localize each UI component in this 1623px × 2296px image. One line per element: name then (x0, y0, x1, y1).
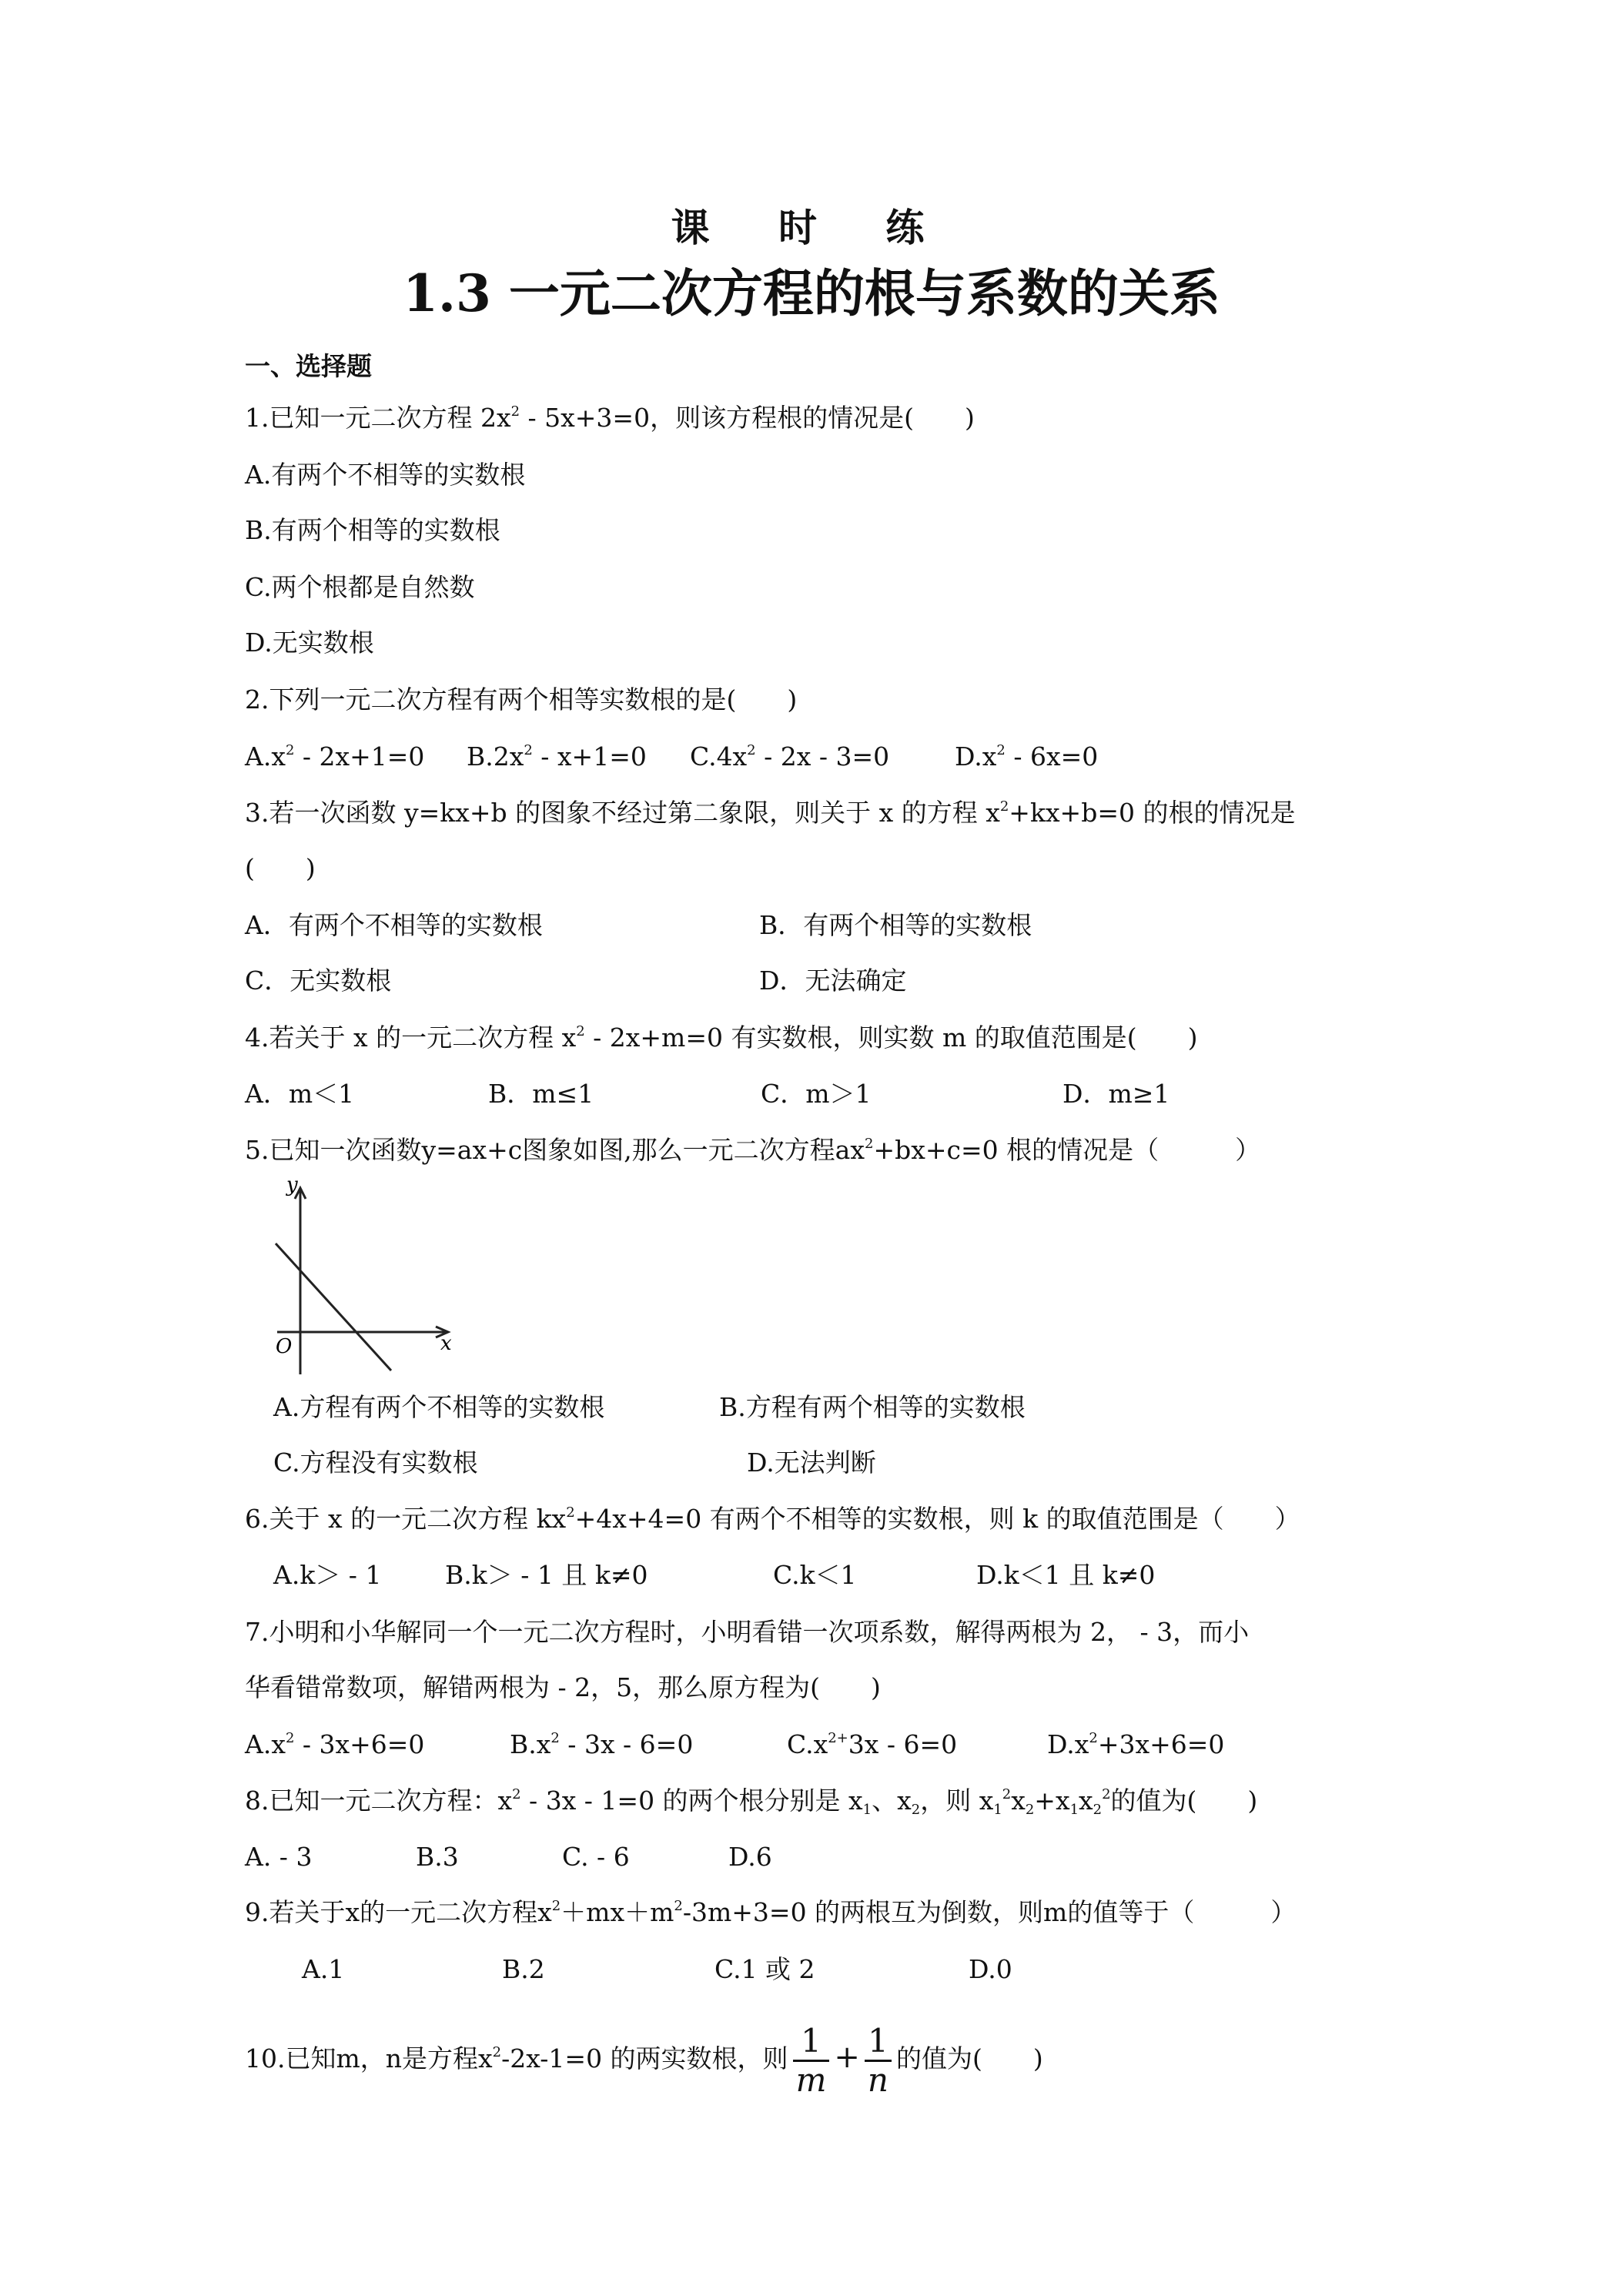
question-2-option-d: $D.x^2 - 6x=0$ (955, 741, 1099, 771)
question-7-stem: 7.小明和小华解同一个一元二次方程时，小明看错一次项系数，解得两根为 2， - 3，而小 (245, 1617, 1250, 1647)
question-5-option-b: B.方程有两个相等的实数根 (719, 1392, 1026, 1422)
question-1-stem: 1.已知一元二次方程 $2x^2 - 5x+3=0$，则该方程根的情况是( ) (245, 403, 975, 433)
linear-function-graph (269, 1174, 462, 1382)
question-3-stem: 3.若一次函数 y=kx+b 的图象不经过第二象限，则关于 x 的方程 $x^2+kx+b=0$ 的根的情况是 (245, 798, 1296, 828)
question-4-option-c: C．m＞1 (761, 1079, 872, 1109)
fraction-1-over-n: $\frac{1}{n}$ (865, 2023, 892, 2099)
question-3-option-d: D．无法确定 (759, 966, 907, 996)
question-9-option-d: D.0 (969, 1954, 1012, 1984)
fraction-1-over-m: $\frac{1}{m}$ (793, 2023, 830, 2099)
question-8-stem: 8.已知一元二次方程：$x^2 - 3x - 1=0$ 的两个根分别是 $x_1$、$x_2$，则 $x_1^2x_2+x_1x_2^2$的值为( ) (245, 1786, 1258, 1818)
question-1-option-b: B.有两个相等的实数根 (245, 515, 500, 545)
question-3-option-c: C．无实数根 (245, 966, 392, 996)
question-1-option-c: C.两个根都是自然数 (245, 572, 475, 602)
question-5-option-c: C.方程没有实数根 (273, 1448, 478, 1478)
question-6-option-b: B.k＞ - 1 且 k≠0 (445, 1560, 648, 1590)
question-2-option-c: $C.4x^2 - 2x - 3=0$ (690, 741, 890, 771)
question-9-option-c: C.1 或 2 (714, 1954, 815, 1984)
question-6-option-d: D.k＜1 且 k≠0 (976, 1560, 1156, 1590)
question-1-option-a: A.有两个不相等的实数根 (245, 460, 526, 490)
question-8-option-d: D.6 (728, 1842, 772, 1872)
function-line (276, 1243, 391, 1371)
question-8-option-b: B.3 (416, 1842, 459, 1872)
question-4-option-a: A．m＜1 (245, 1079, 355, 1109)
worksheet-title: 课 时 练 (671, 206, 952, 250)
question-7-stem-cont: 华看错常数项，解错两根为 - 2，5，那么原方程为( ) (245, 1672, 881, 1702)
question-3-option-a: A．有两个不相等的实数根 (245, 910, 543, 940)
question-3-option-b: B．有两个相等的实数根 (759, 910, 1032, 940)
question-5-option-d: D.无法判断 (747, 1448, 876, 1478)
question-6-option-a: A.k＞ - 1 (273, 1560, 382, 1590)
question-5-stem: 5.已知一次函数y=ax+c图象如图,那么一元二次方程$ax^2+bx+c=0$ 根的情况是（ ） (245, 1135, 1261, 1165)
question-4-option-d: D．m≥1 (1062, 1079, 1170, 1109)
section-heading: 一、选择题 (245, 351, 372, 381)
question-7-option-c: $C.x^{2+}3x - 6=0$ (787, 1729, 958, 1759)
question-3-stem-cont: ( ) (245, 853, 316, 883)
question-2-option-a: $A.x^2 - 2x+1=0$ (245, 741, 425, 771)
question-6-option-c: C.k＜1 (773, 1560, 857, 1590)
question-2-option-b: $B.2x^2 - x+1=0$ (467, 741, 647, 771)
question-7-option-a: $A.x^2 - 3x+6=0$ (245, 1729, 425, 1759)
question-4-option-b: B．m≤1 (488, 1079, 594, 1109)
question-9-option-b: B.2 (502, 1954, 545, 1984)
question-7-option-d: $D.x^2+3x+6=0$ (1047, 1729, 1225, 1759)
lesson-title: 1.3 一元二次方程的根与系数的关系 (403, 263, 1220, 323)
x-axis-label: x (440, 1332, 452, 1355)
question-4-stem: 4.若关于 x 的一元二次方程 $x^2 - 2x+m=0$ 有实数根，则实数 m 的取值范围是( ) (245, 1022, 1198, 1053)
question-2-stem: 2.下列一元二次方程有两个相等实数根的是( ) (245, 684, 798, 715)
question-7-option-b: $B.x^2 - 3x - 6=0$ (510, 1729, 694, 1759)
question-8-option-a: A. - 3 (245, 1842, 313, 1872)
origin-label: O (276, 1335, 293, 1358)
question-6-stem: 6.关于 x 的一元二次方程 $kx^2+4x+4=0$ 有两个不相等的实数根，则 k 的取值范围是（ ） (245, 1504, 1300, 1534)
question-1-option-d: D.无实数根 (245, 628, 374, 658)
question-9-stem: 9.若关于x的一元二次方程$x^2+mx+m^2-3m+3=0$ 的两根互为倒数，则m的值等于（ ） (245, 1897, 1297, 1927)
question-9-option-a: A.1 (302, 1954, 345, 1984)
question-8-option-c: C. - 6 (562, 1842, 630, 1872)
question-5-option-a: A.方程有两个不相等的实数根 (273, 1392, 605, 1422)
question-10-stem: 10.已知m，n是方程$x^2-2x-1=0$ 的两实数根，则 $\frac{1}{m}$ + $\frac{1}{n}$ 的值为( ) (245, 2021, 1043, 2099)
y-axis-label: y (286, 1174, 298, 1197)
